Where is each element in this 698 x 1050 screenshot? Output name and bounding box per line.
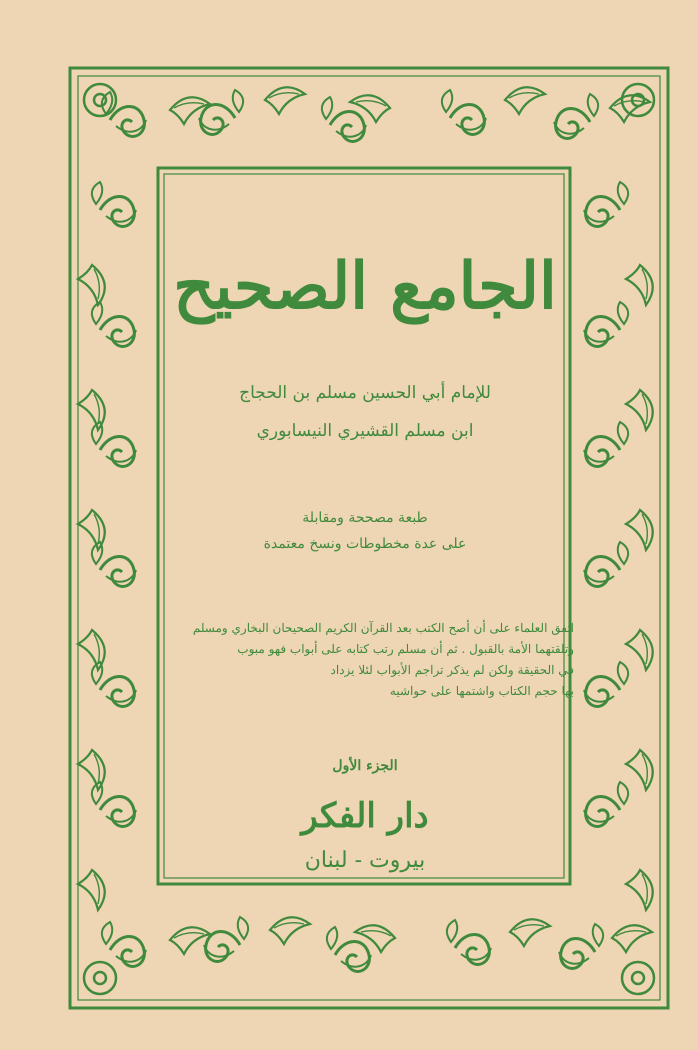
publisher-city: بيروت - لبنان — [304, 848, 426, 873]
book-title: الجامع الصحيح — [173, 249, 557, 324]
edition-line-2: على عدة مخطوطات ونسخ معتمدة — [263, 536, 467, 552]
publisher-name: دار الفكر — [301, 796, 429, 836]
edition-line-1: طبعة مصححة ومقابلة — [302, 510, 428, 526]
author-line-2: ابن مسلم القشيري النيسابوري — [256, 421, 474, 441]
paragraph-line: اتفق العلماء على أن أصح الكتب بعد القرآن الكريم الصحيحان البخاري ومسلم — [192, 621, 574, 635]
volume-label: الجزء الأول — [332, 758, 398, 774]
paragraph-line: في الحقيقة ولكن لم يذكر تراجم الأبواب لئلا يزداد — [330, 663, 574, 677]
description-paragraph — [150, 618, 580, 702]
cover-text-column — [150, 160, 580, 873]
author-line-1: للإمام أبي الحسين مسلم بن الحجاج — [239, 383, 491, 403]
paragraph-line: بها حجم الكتاب واشتمها على حواشيه — [389, 684, 574, 698]
paragraph-line: وتلقتهما الأمة بالقبول . ثم أن مسلم رتب كتابه على أبواب فهو مبوب — [237, 642, 574, 656]
